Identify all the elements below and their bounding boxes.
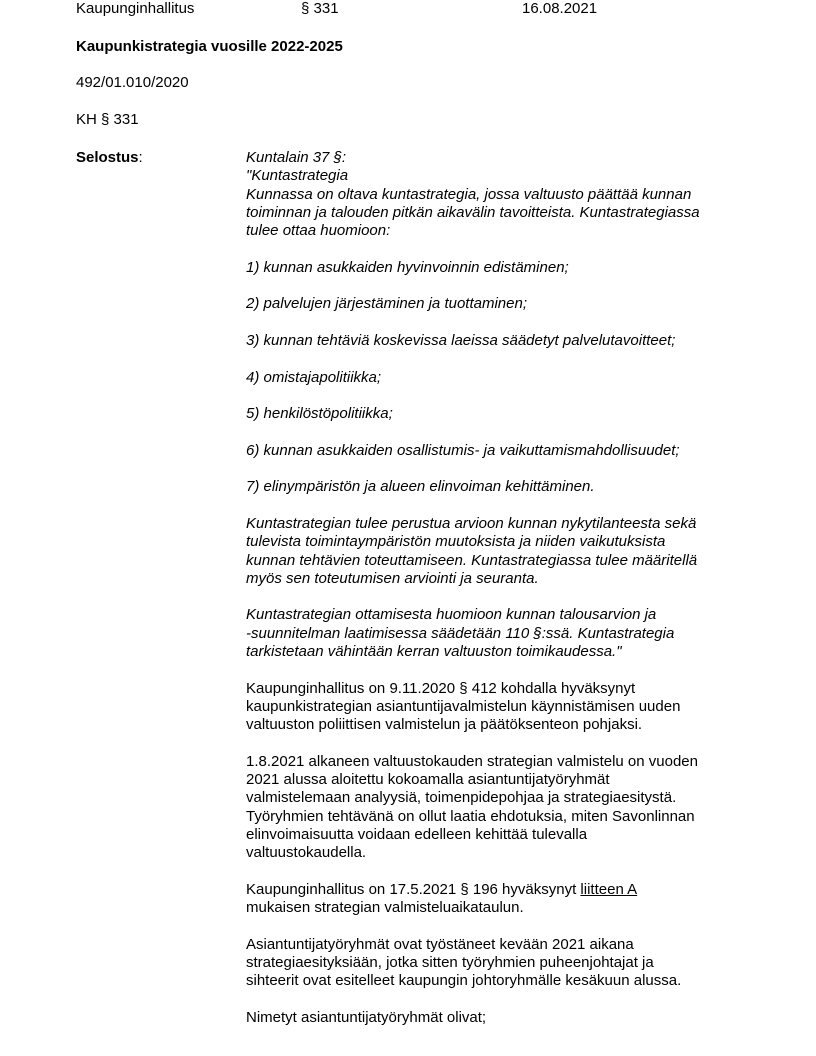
document-title: Kaupunkistrategia vuosille 2022-2025 xyxy=(76,38,343,55)
list-item: 2) palvelujen järjestäminen ja tuottaminen; xyxy=(246,295,527,313)
quote-paragraph-line: tulevista toimintaympäristön muutoksista ja niiden vaikutuksista xyxy=(246,533,666,551)
paragraph-line: valmistelemaan analyysiä, toimenpidepohjaa ja strategiaesitystä. xyxy=(246,789,677,807)
header-org: Kaupunginhallitus xyxy=(76,0,195,17)
paragraph-line: valtuustokaudella. xyxy=(246,844,367,862)
quote-paragraph-line: Kuntastrategian ottamisesta huomioon kunnan talousarvion ja xyxy=(246,606,657,624)
kh-reference: KH § 331 xyxy=(76,111,139,128)
header-section: § 331 xyxy=(301,0,339,17)
paragraph-line: Nimetyt asiantuntijatyöryhmät olivat; xyxy=(246,1008,487,1026)
quote-line: toiminnan ja talouden pitkän aikavälin tavoitteista. Kuntastrategiassa xyxy=(246,203,700,221)
list-item: 1) kunnan asukkaiden hyvinvoinnin edistäminen; xyxy=(246,258,569,276)
paragraph-line: 2021 alussa aloitettu kokoamalla asiantuntijatyöryhmät xyxy=(246,771,610,789)
quote-line: Kuntalain 37 §: xyxy=(246,149,347,166)
list-item: 5) henkilöstöpolitiikka; xyxy=(246,405,393,423)
paragraph-line: strategiaesityksiään, jotka sitten työryhmien puheenjohtajat ja xyxy=(246,954,654,972)
quote-paragraph-line: tarkistetaan vähintään kerran valtuuston toimikaudessa." xyxy=(246,643,622,661)
paragraph-line: Kaupunginhallitus on 9.11.2020 § 412 kohdalla hyväksynyt xyxy=(246,679,636,697)
paragraph-line: Kaupunginhallitus on 17.5.2021 § 196 hyväksynyt liitteen A xyxy=(246,880,638,898)
paragraph-line: Työryhmien tehtävänä on ollut laatia ehdotuksia, miten Savonlinnan xyxy=(246,807,695,825)
quote-intro xyxy=(246,149,746,661)
quote-paragraph-line: kunnan tehtävien toteuttamiseen. Kuntastrategiassa tulee määritellä xyxy=(246,551,698,569)
header-date: 16.08.2021 xyxy=(522,0,598,17)
paragraph-line: elinvoimaisuutta voidaan edelleen kehittää tulevalla xyxy=(246,825,588,843)
quote-paragraph-line: myös sen toteutumisen arviointi ja seuranta. xyxy=(246,569,539,587)
paragraph-line: mukaisen strategian valmisteluaikataulun. xyxy=(246,899,524,917)
quote-paragraph-line: -suunnitelman laatimisessa säädetään 110 §:ssä. Kuntastrategia xyxy=(246,624,675,642)
paragraph-line: kaupunkistrategian asiantuntijavalmistelun käynnistämisen uuden xyxy=(246,697,681,715)
list-item: 3) kunnan tehtäviä koskevissa laeissa säädetyt palvelutavoitteet; xyxy=(246,331,676,349)
paragraph-line: 1.8.2021 alkaneen valtuustokauden strategian valmistelu on vuoden xyxy=(246,752,698,770)
paragraph-line: sihteerit ovat esitelleet kaupungin johtoryhmälle kesäkuun alussa. xyxy=(246,972,682,990)
list-item: 4) omistajapolitiikka; xyxy=(246,368,382,386)
record-id: 492/01.010/2020 xyxy=(76,74,189,91)
paragraph-line: valtuuston poliittisen valmistelun ja päätöksenteon pohjaksi. xyxy=(246,716,643,734)
attachment-a-link[interactable]: liitteen A xyxy=(580,880,638,898)
paragraph-line: Asiantuntijatyöryhmät ovat työstäneet kevään 2021 aikana xyxy=(246,935,634,953)
list-item: 6) kunnan asukkaiden osallistumis- ja vaikuttamismahdollisuudet; xyxy=(246,441,680,459)
quote-paragraph-line: Kuntastrategian tulee perustua arvioon kunnan nykytilanteesta sekä xyxy=(246,514,697,532)
selostus-body xyxy=(246,149,746,1027)
selostus-label: Selostus: xyxy=(76,149,143,166)
list-item: 7) elinympäristön ja alueen elinvoiman kehittäminen. xyxy=(246,478,595,496)
quote-line: Kunnassa on oltava kuntastrategia, jossa valtuusto päättää kunnan xyxy=(246,185,692,203)
quote-line: "Kuntastrategia xyxy=(246,167,349,185)
quote-line: tulee ottaa huomioon: xyxy=(246,222,391,240)
